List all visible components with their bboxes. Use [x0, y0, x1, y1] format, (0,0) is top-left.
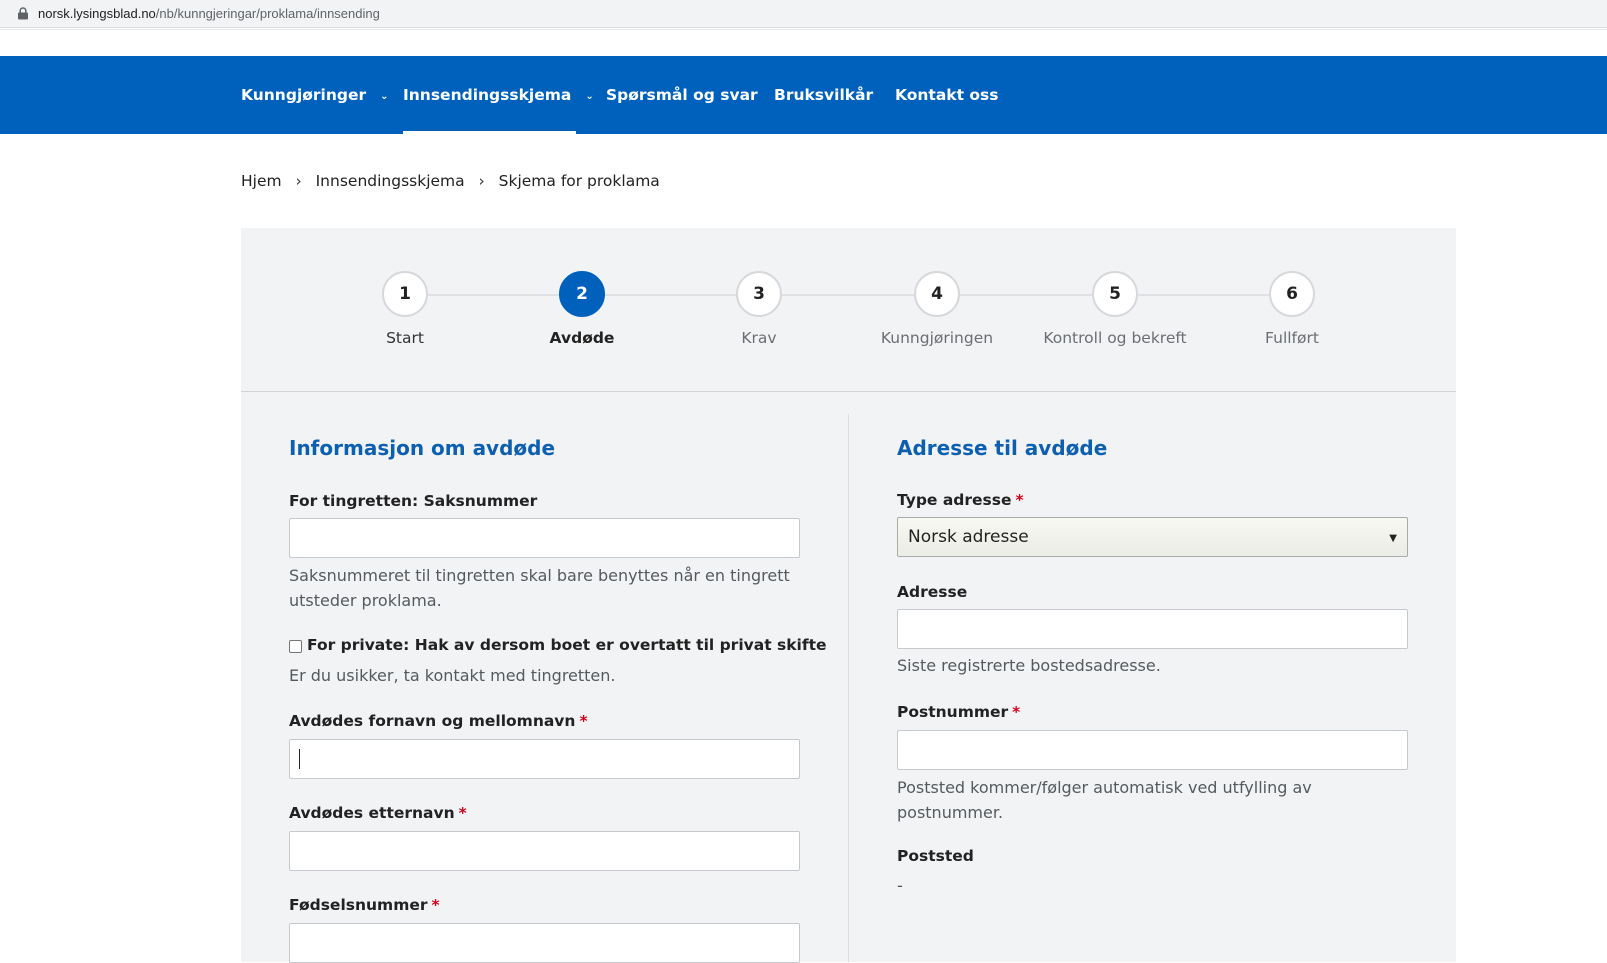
- step-circle: 2: [559, 271, 605, 317]
- chevron-down-icon: ⌄: [585, 91, 594, 102]
- text-cursor: [299, 749, 300, 769]
- step-3: [674, 271, 844, 347]
- section-title-adresse: Adresse til avdøde: [897, 436, 1108, 460]
- nav-item-label: Bruksvilkår: [774, 86, 874, 104]
- step-1[interactable]: [320, 271, 490, 347]
- postnummer-label-text: Postnummer: [897, 703, 1009, 721]
- saksnummer-help: Saksnummeret til tingretten skal bare benyttes når en tingrett utsteder proklama.: [289, 566, 790, 610]
- step-label: Kontroll og bekreft: [1043, 329, 1187, 347]
- type-adresse-select[interactable]: [897, 517, 1408, 557]
- step-circle: 1: [382, 271, 428, 317]
- saksnummer-input[interactable]: [289, 518, 800, 558]
- chevron-down-icon: ⌄: [380, 91, 389, 102]
- step-5: [1030, 271, 1200, 347]
- nav-item-bruksvilkar[interactable]: [774, 56, 873, 134]
- nav-item-label: Innsendingsskjema: [403, 86, 572, 104]
- required-marker: *: [1012, 703, 1021, 721]
- step-label: Avdøde: [549, 329, 615, 347]
- step-label: Kunngjøringen: [880, 329, 994, 347]
- step-circle: 5: [1092, 271, 1138, 317]
- step-circle: 3: [736, 271, 782, 317]
- fornavn-label: [289, 712, 588, 730]
- postnummer-input[interactable]: [897, 730, 1408, 770]
- required-marker: *: [579, 712, 588, 730]
- nav-item-sporsmal-og-svar[interactable]: [606, 56, 758, 134]
- chevron-right-icon: ›: [295, 172, 302, 190]
- etternavn-label: [289, 804, 467, 822]
- fodselsnummer-input[interactable]: [289, 923, 800, 963]
- postnummer-help: Poststed kommer/følger automatisk ved utfylling av postnummer.: [897, 778, 1312, 822]
- url-text[interactable]: [38, 6, 380, 21]
- fodselsnummer-label-text: Fødselsnummer: [289, 896, 428, 914]
- breadcrumb-innsendingsskjema[interactable]: Innsendingsskjema: [315, 172, 465, 190]
- step-label: Start: [386, 329, 424, 347]
- nav-item-label: Kunngjøringer: [241, 86, 367, 104]
- browser-address-bar[interactable]: [0, 0, 1607, 28]
- adresse-input[interactable]: [897, 609, 1408, 649]
- step-6: [1207, 271, 1377, 347]
- chevron-right-icon: ›: [478, 172, 485, 190]
- breadcrumb-current: Skjema for proklama: [498, 172, 660, 190]
- nav-item-innsendingsskjema[interactable]: [403, 56, 594, 134]
- column-divider: [848, 414, 849, 962]
- nav-item-label: Spørsmål og svar: [606, 86, 758, 104]
- browser-content-top: [0, 29, 1607, 56]
- lock-icon: [17, 7, 29, 20]
- etternavn-label-text: Avdødes etternavn: [289, 804, 455, 822]
- url-domain: norsk.lysingsblad.no: [38, 6, 156, 21]
- breadcrumb-home[interactable]: Hjem: [241, 172, 282, 190]
- form-panel: [241, 228, 1456, 962]
- required-marker: *: [458, 804, 467, 822]
- adresse-label: Adresse: [897, 583, 968, 601]
- fornavn-input[interactable]: [289, 739, 800, 779]
- type-adresse-label: [897, 491, 1024, 509]
- private-skifte-help: Er du usikker, ta kontakt med tingretten.: [289, 666, 616, 685]
- step-label: Fullført: [1265, 329, 1319, 347]
- type-adresse-label-text: Type adresse: [897, 491, 1012, 509]
- nav-item-kunngjoringer[interactable]: [241, 56, 389, 134]
- private-skifte-checkbox[interactable]: [289, 640, 302, 653]
- required-marker: *: [431, 896, 440, 914]
- private-skifte-label[interactable]: For private: Hak av dersom boet er overtatt til privat skifte: [307, 636, 827, 654]
- fodselsnummer-label: [289, 896, 440, 914]
- adresse-help: Siste registrerte bostedsadresse.: [897, 656, 1161, 675]
- etternavn-input[interactable]: [289, 831, 800, 871]
- step-2[interactable]: [497, 271, 667, 347]
- type-adresse-selected: Norsk adresse: [908, 527, 1029, 547]
- main-navigation: [0, 56, 1607, 134]
- caret-down-icon: ▼: [1389, 533, 1397, 544]
- step-circle: 6: [1269, 271, 1315, 317]
- step-circle: 4: [914, 271, 960, 317]
- progress-stepper: [241, 228, 1456, 392]
- section-title-informasjon: Informasjon om avdøde: [289, 436, 556, 460]
- required-marker: *: [1015, 491, 1024, 509]
- saksnummer-label: For tingretten: Saksnummer: [289, 492, 538, 510]
- breadcrumb: [241, 172, 660, 190]
- fornavn-label-text: Avdødes fornavn og mellomnavn: [289, 712, 576, 730]
- postnummer-label: [897, 703, 1020, 721]
- poststed-value: -: [897, 876, 903, 895]
- step-4: [852, 271, 1022, 347]
- step-label: Krav: [741, 329, 777, 347]
- url-path: /nb/kunngjeringar/proklama/innsending: [155, 6, 380, 21]
- poststed-label: Poststed: [897, 847, 974, 865]
- nav-item-label: Kontakt oss: [895, 86, 999, 104]
- nav-item-kontakt-oss[interactable]: [895, 56, 999, 134]
